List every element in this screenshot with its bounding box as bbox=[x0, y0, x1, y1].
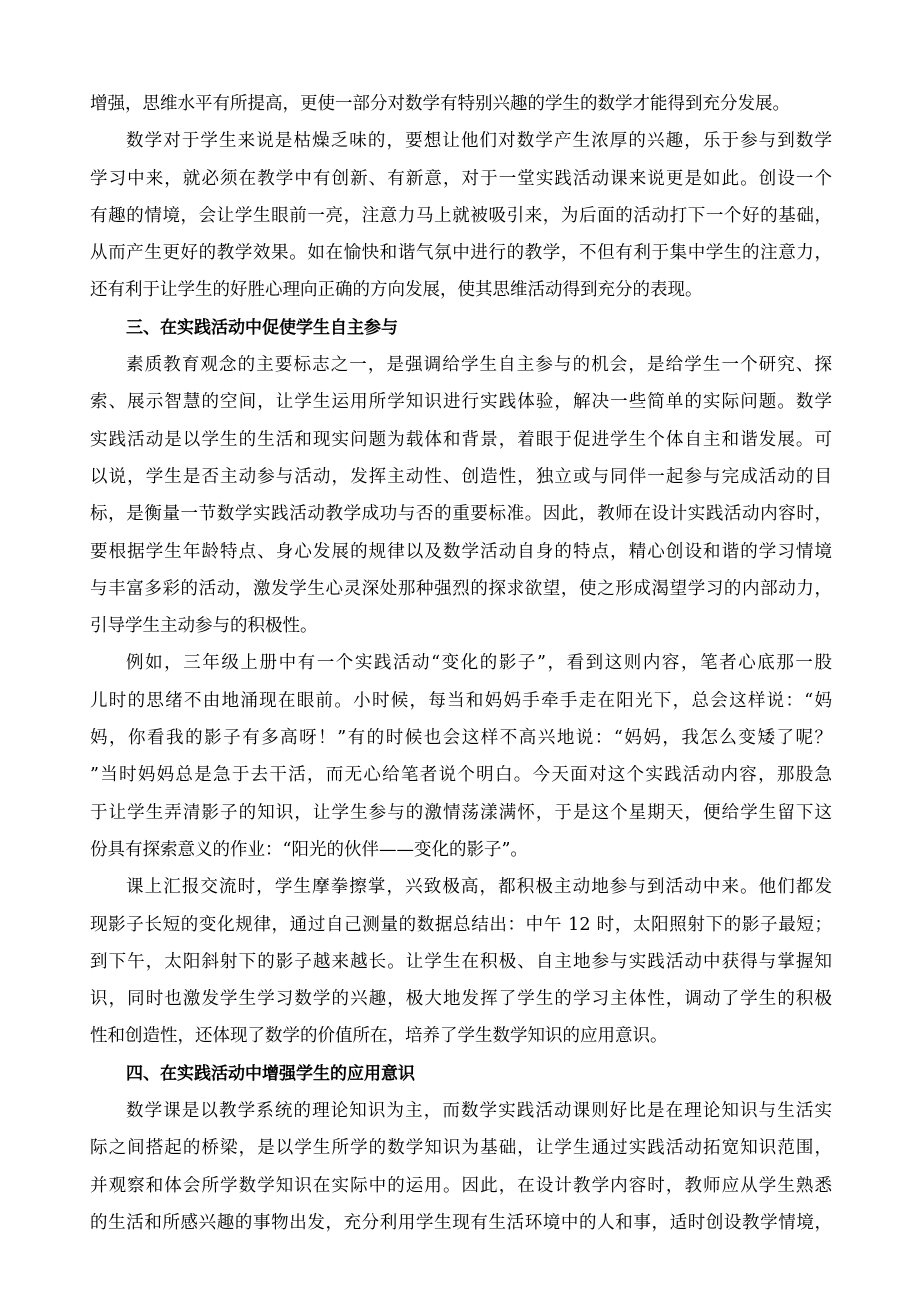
text-line: 要根据学生年龄特点、身心发展的规律以及数学活动自身的特点，精心创设和谐的学习情境 bbox=[90, 541, 832, 562]
text-line: ”当时妈妈总是急于去干活，而无心给笔者说个明白。今天面对这个实践活动内容，那股急 bbox=[90, 765, 832, 786]
text-line: 增强，思维水平有所提高，更使一部分对数学有特别兴趣的学生的数学才能得到充分发展。 bbox=[90, 94, 790, 114]
text-line: 于让学生弄清影子的知识，让学生参与的激情荡漾满怀，于是这个星期天，便给学生留下这 bbox=[90, 802, 832, 823]
text-line: 例如，三年级上册中有一个实践活动“变化的影子”，看到这则内容，笔者心底那一股 bbox=[126, 653, 832, 674]
text-line: 儿时的思绪不由地涌现在眼前。小时候，每当和妈妈手牵手走在阳光下，总会这样说：“妈 bbox=[90, 690, 832, 711]
text-line: 际之间搭起的桥梁，是以学生所学的数学知识为基础，让学生通过实践活动拓宽知识范围， bbox=[90, 1138, 832, 1159]
text-line: 并观察和体会所学数学知识在实际中的运用。因此，在设计教学内容时，教师应从学生熟悉 bbox=[90, 1175, 832, 1196]
text-line: 数学对于学生来说是枯燥乏味的，要想让他们对数学产生浓厚的兴趣，乐于参与到数学 bbox=[126, 131, 832, 152]
text-line: 以说，学生是否主动参与活动，发挥主动性、创造性，独立或与同伴一起参与完成活动的目 bbox=[90, 466, 832, 487]
text-line: 到下午，太阳斜射下的影子越来越长。让学生在积极、自主地参与实践活动中获得与掌握知 bbox=[90, 951, 832, 972]
text-line: 的生活和所感兴趣的事物出发，充分利用学生现有生活环境中的人和事，适时创设教学情境， bbox=[90, 1212, 832, 1233]
text-line: 妈，你看我的影子有多高呀！”有的时候也会这样不高兴地说：“妈妈，我怎么变矮了呢？ bbox=[90, 728, 832, 749]
text-line: 标，是衡量一节数学实践活动教学成功与否的重要标准。因此，教师在设计实践活动内容时， bbox=[90, 504, 832, 525]
text-line: 引导学生主动参与的积极性。 bbox=[90, 616, 318, 637]
text-line: 识，同时也激发学生学习数学的兴趣，极大地发挥了学生的学习主体性，调动了学生的积极 bbox=[90, 989, 832, 1010]
text-line: 份具有探索意义的作业：“阳光的伙伴——变化的影子”。 bbox=[90, 839, 528, 860]
section-heading: 四、在实践活动中增强学生的应用意识 bbox=[126, 1063, 415, 1084]
text-line: 索、展示智慧的空间，让学生运用所学知识进行实践体验，解决一些简单的实际问题。数学 bbox=[90, 392, 832, 413]
text-line: 性和创造性，还体现了数学的价值所在，培养了学生数学知识的应用意识。 bbox=[90, 1026, 668, 1047]
text-line: 学习中来，就必须在教学中有创新、有新意，对于一堂实践活动课来说更是如此。创设一个 bbox=[90, 168, 832, 189]
text-line: 素质教育观念的主要标志之一，是强调给学生自主参与的机会，是给学生一个研究、探 bbox=[126, 355, 832, 376]
document-page bbox=[90, 86, 832, 1242]
text-line: 实践活动是以学生的生活和现实问题为载体和背景，着眼于促进学生个体自主和谐发展。可 bbox=[90, 429, 832, 450]
text-line: 有趣的情境，会让学生眼前一亮，注意力马上就被吸引来，为后面的活动打下一个好的基础， bbox=[90, 205, 832, 226]
text-line: 还有利于让学生的好胜心理向正确的方向发展，使其思维活动得到充分的表现。 bbox=[90, 280, 703, 301]
section-heading: 三、在实践活动中促使学生自主参与 bbox=[126, 317, 398, 338]
text-line: 数学课是以教学系统的理论知识为主，而数学实践活动课则好比是在理论知识与生活实 bbox=[126, 1101, 832, 1122]
text-line: 从而产生更好的教学效果。如在愉快和谐气氛中进行的教学，不但有利于集中学生的注意力， bbox=[90, 243, 832, 264]
text-line: 与丰富多彩的活动，激发学生心灵深处那种强烈的探求欲望，使之形成渴望学习的内部动力， bbox=[90, 578, 832, 599]
text-line: 课上汇报交流时，学生摩拳擦掌，兴致极高，都积极主动地参与到活动中来。他们都发 bbox=[126, 877, 832, 898]
text-line: 现影子长短的变化规律，通过自己测量的数据总结出：中午 12 时，太阳照射下的影子最短； bbox=[90, 914, 832, 935]
